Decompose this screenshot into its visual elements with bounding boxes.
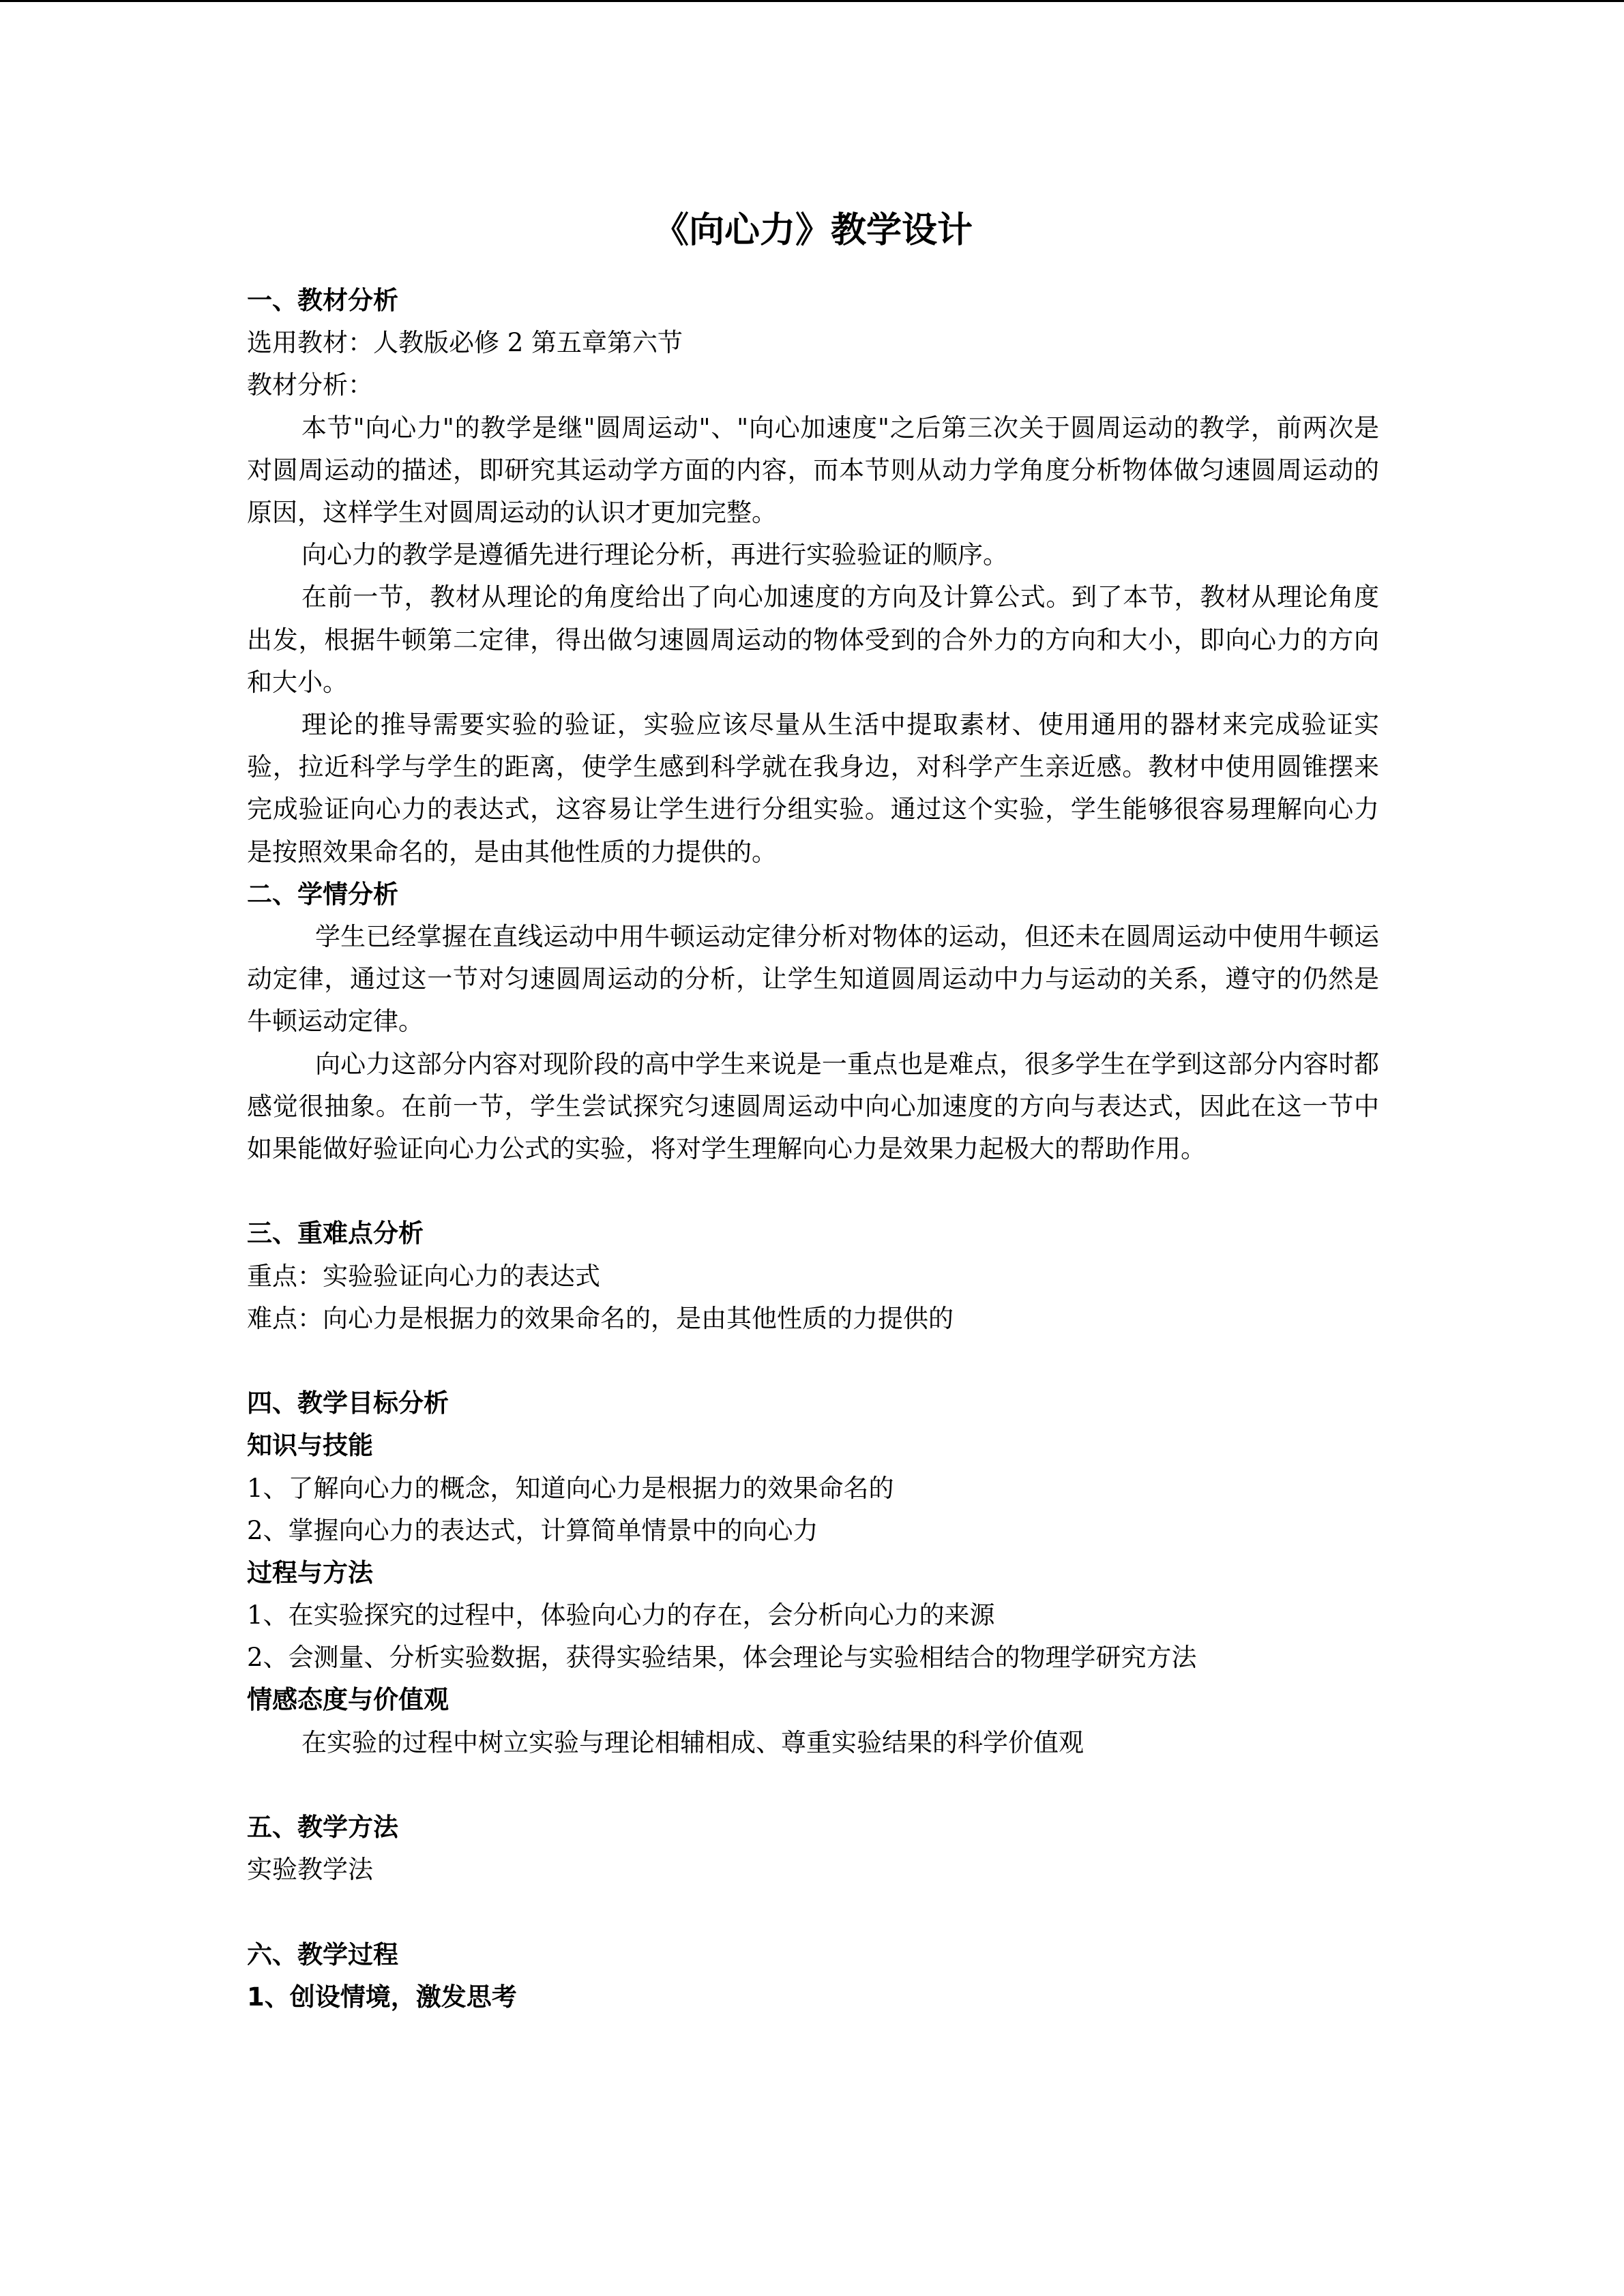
paragraph: 向心力的教学是遵循先进行理论分析，再进行实验验证的顺序。 — [301, 540, 1008, 570]
blank-line — [247, 1340, 1379, 1382]
section-heading: 三、重难点分析 — [247, 1219, 424, 1249]
paragraph: 本节"向心力"的教学是继"圆周运动"、"向心加速度"之后第三次关于圆周运动的教学，前两次是对圆周运动的描述，即研究其运动学方面的内容，而本节则从动力学角度分析物体做匀速圆周运动的原因，这样学生对圆周运动的认识才更加完整。 — [247, 413, 1379, 527]
blank-line — [247, 1891, 1379, 1933]
subheading-attitude: 情感态度与价值观 — [247, 1685, 449, 1715]
section-key-points — [247, 1212, 1379, 1340]
paragraph: 向心力这部分内容对现阶段的高中学生来说是一重点也是难点，很多学生在学到这部分内容时都感觉很抽象。在前一节，学生尝试探究匀速圆周运动中向心加速度的方向与表达式，因此在这一节中如果能做好验证向心力公式的实验，将对学生理解向心力是效果力起极大的帮助作用。 — [247, 1049, 1379, 1163]
textbook-info: 选用教材：人教版必修 2 第五章第六节 — [247, 328, 683, 358]
analysis-label: 教材分析： — [247, 370, 373, 400]
blank-line — [247, 1764, 1379, 1806]
page-title: 《向心力》教学设计 — [653, 210, 973, 251]
subheading-step-1: 1、创设情境，激发思考 — [247, 1982, 517, 2012]
document-page — [247, 205, 1379, 2018]
section-student-analysis — [247, 874, 1379, 1170]
section-teaching-method — [247, 1806, 1379, 1891]
method-text: 实验教学法 — [247, 1855, 373, 1885]
paragraph: 理论的推导需要实验的验证，实验应该尽量从生活中提取素材、使用通用的器材来完成验证实验，拉近科学与学生的距离，使学生感到科学就在我身边，对科学产生亲近感。教材中使用圆锥摆来完成验证向心力的表达式，这容易让学生进行分组实验。通过这个实验，学生能够很容易理解向心力是按照效果命名的，是由其他性质的力提供的。 — [247, 709, 1379, 867]
list-item: 1、在实验探究的过程中，体验向心力的存在，会分析向心力的来源 — [247, 1600, 995, 1630]
blank-line — [247, 1170, 1379, 1212]
top-border-line — [0, 0, 1624, 2]
difficult-point: 难点：向心力是根据力的效果命名的，是由其他性质的力提供的 — [247, 1303, 954, 1333]
section-heading: 五、教学方法 — [247, 1813, 398, 1843]
list-item: 2、会测量、分析实验数据，获得实验结果，体会理论与实验相结合的物理学研究方法 — [247, 1643, 1197, 1673]
attitude-text: 在实验的过程中树立实验与理论相辅相成、尊重实验结果的科学价值观 — [301, 1727, 1084, 1757]
section-teaching-process — [247, 1934, 1379, 2018]
list-item: 1、了解向心力的概念，知道向心力是根据力的效果命名的 — [247, 1473, 894, 1503]
paragraph: 在前一节，教材从理论的角度给出了向心加速度的方向及计算公式。到了本节，教材从理论角度出发，根据牛顿第二定律，得出做匀速圆周运动的物体受到的合外力的方向和大小，即向心力的方向和大小。 — [247, 582, 1379, 697]
section-heading: 六、教学过程 — [247, 1939, 398, 1969]
section-teaching-goals — [247, 1382, 1379, 1764]
paragraph: 学生已经掌握在直线运动中用牛顿运动定律分析对物体的运动，但还未在圆周运动中使用牛顿运动定律，通过这一节对匀速圆周运动的分析，让学生知道圆周运动中力与运动的关系，遵守的仍然是牛顿运动定律。 — [247, 921, 1379, 1037]
list-item: 2、掌握向心力的表达式，计算简单情景中的向心力 — [247, 1515, 818, 1545]
key-point: 重点：实验验证向心力的表达式 — [247, 1261, 600, 1291]
section-heading: 四、教学目标分析 — [247, 1388, 449, 1418]
section-textbook-analysis — [247, 280, 1379, 874]
subheading-knowledge: 知识与技能 — [247, 1431, 373, 1461]
section-heading: 一、教材分析 — [247, 286, 398, 315]
section-heading: 二、学情分析 — [247, 879, 398, 909]
subheading-process: 过程与方法 — [247, 1557, 373, 1587]
